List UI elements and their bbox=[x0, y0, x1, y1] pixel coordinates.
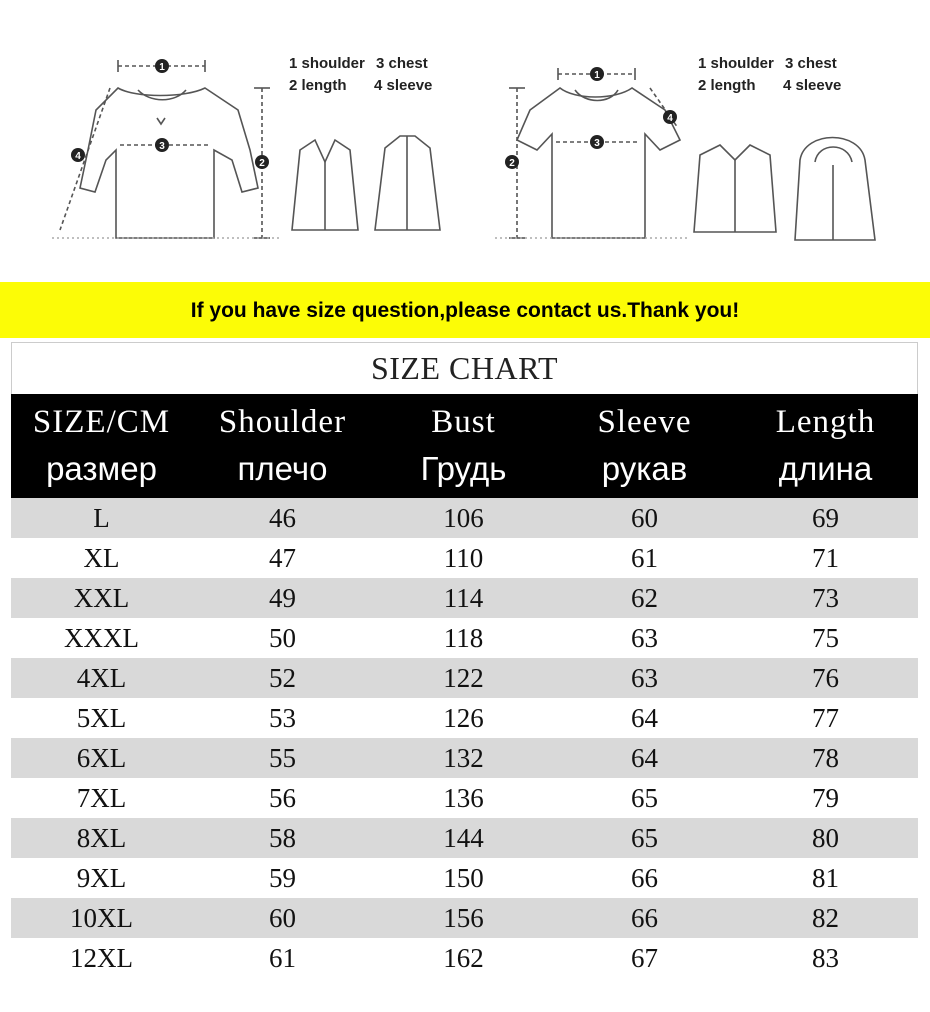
table-header bbox=[11, 394, 918, 498]
cell-shoulder: 58 bbox=[269, 823, 296, 853]
cell-bust: 110 bbox=[443, 543, 484, 573]
cell-sleeve: 64 bbox=[631, 743, 658, 773]
header-bust bbox=[373, 394, 554, 498]
cell-sleeve: 61 bbox=[631, 543, 658, 573]
measurement-diagram bbox=[0, 0, 930, 282]
table-row bbox=[11, 698, 918, 738]
marker-2-right: 2 bbox=[509, 158, 515, 169]
cell-bust: 126 bbox=[443, 703, 484, 733]
cell-bust: 106 bbox=[443, 503, 484, 533]
cell-shoulder: 61 bbox=[269, 943, 296, 973]
cell-size: 6XL bbox=[76, 743, 127, 773]
cell-shoulder: 50 bbox=[269, 623, 296, 653]
cell-length: 79 bbox=[812, 783, 839, 813]
header-shoulder bbox=[192, 394, 373, 498]
marker-1-right: 1 bbox=[594, 70, 600, 81]
cell-sleeve: 65 bbox=[631, 783, 658, 813]
size-chart bbox=[11, 342, 918, 978]
cell-shoulder: 53 bbox=[269, 703, 296, 733]
table-row bbox=[11, 818, 918, 858]
cell-length: 73 bbox=[812, 583, 839, 613]
cell-shoulder: 47 bbox=[269, 543, 296, 573]
cell-size: 10XL bbox=[70, 903, 133, 933]
table-row bbox=[11, 778, 918, 818]
cell-length: 76 bbox=[812, 663, 839, 693]
table-row bbox=[11, 658, 918, 698]
cell-size: 5XL bbox=[76, 703, 127, 733]
header-length-en: Length bbox=[775, 404, 876, 440]
header-size-en: SIZE/CM bbox=[32, 404, 171, 440]
table-row bbox=[11, 858, 918, 898]
cell-bust: 156 bbox=[443, 903, 484, 933]
cell-bust: 144 bbox=[443, 823, 484, 853]
cell-sleeve: 67 bbox=[631, 943, 658, 973]
marker-2-left: 2 bbox=[259, 158, 265, 169]
cell-sleeve: 66 bbox=[631, 863, 658, 893]
cell-shoulder: 56 bbox=[269, 783, 296, 813]
header-sleeve-en: Sleeve bbox=[597, 404, 692, 440]
cell-size: 4XL bbox=[76, 663, 127, 693]
header-sleeve-ru: рукав bbox=[601, 450, 688, 487]
cell-bust: 118 bbox=[443, 623, 484, 653]
table-row bbox=[11, 898, 918, 938]
table-row bbox=[11, 498, 918, 538]
header-bust-en: Bust bbox=[431, 404, 496, 440]
table-row bbox=[11, 738, 918, 778]
cell-sleeve: 66 bbox=[631, 903, 658, 933]
cell-size: 9XL bbox=[76, 863, 127, 893]
marker-4-right: 4 bbox=[667, 113, 673, 124]
header-size bbox=[11, 394, 192, 498]
cell-length: 75 bbox=[812, 623, 839, 653]
header-length-ru: длина bbox=[778, 450, 873, 487]
cell-sleeve: 60 bbox=[631, 503, 658, 533]
legend-left-shoulder: 1 shoulder bbox=[289, 55, 365, 72]
legend-left-length: 2 length bbox=[289, 77, 347, 94]
cell-length: 71 bbox=[812, 543, 839, 573]
cell-length: 77 bbox=[812, 703, 839, 733]
chart-title: SIZE CHART bbox=[11, 342, 918, 394]
table-row bbox=[11, 938, 918, 978]
legend-left-chest: 3 chest bbox=[376, 55, 428, 72]
cell-bust: 132 bbox=[443, 743, 484, 773]
legend-right-chest: 3 chest bbox=[785, 55, 837, 72]
header-shoulder-ru: плечо bbox=[237, 450, 328, 487]
table-row bbox=[11, 538, 918, 578]
cell-length: 80 bbox=[812, 823, 839, 853]
cell-length: 81 bbox=[812, 863, 839, 893]
marker-1-left: 1 bbox=[159, 62, 165, 73]
table-row bbox=[11, 578, 918, 618]
header-bust-ru: Грудь bbox=[420, 450, 507, 487]
cell-sleeve: 65 bbox=[631, 823, 658, 853]
cell-shoulder: 49 bbox=[269, 583, 296, 613]
cell-length: 69 bbox=[812, 503, 839, 533]
garment-illustrations bbox=[0, 0, 930, 282]
cell-size: XXXL bbox=[64, 623, 139, 653]
header-shoulder-en: Shoulder bbox=[218, 404, 347, 440]
legend-right-sleeve: 4 sleeve bbox=[783, 77, 842, 94]
cell-sleeve: 63 bbox=[631, 623, 658, 653]
cell-sleeve: 62 bbox=[631, 583, 658, 613]
cell-length: 82 bbox=[812, 903, 839, 933]
banner-text: If you have size question,please contact us.Thank you! bbox=[190, 299, 740, 322]
legend-right-length: 2 length bbox=[698, 77, 756, 94]
legend-right-shoulder: 1 shoulder bbox=[698, 55, 774, 72]
marker-3-right: 3 bbox=[594, 138, 600, 149]
cell-size: XL bbox=[83, 543, 120, 573]
marker-4-left: 4 bbox=[75, 151, 81, 162]
cell-shoulder: 52 bbox=[269, 663, 296, 693]
cell-bust: 136 bbox=[443, 783, 484, 813]
marker-3-left: 3 bbox=[159, 141, 165, 152]
cell-size: XXL bbox=[73, 583, 130, 613]
cell-size: 7XL bbox=[76, 783, 127, 813]
cell-bust: 122 bbox=[443, 663, 484, 693]
cell-shoulder: 59 bbox=[269, 863, 296, 893]
contact-banner bbox=[0, 282, 930, 338]
cell-sleeve: 64 bbox=[631, 703, 658, 733]
cell-length: 78 bbox=[812, 743, 839, 773]
cell-shoulder: 55 bbox=[269, 743, 296, 773]
cell-bust: 150 bbox=[443, 863, 484, 893]
cell-length: 83 bbox=[812, 943, 839, 973]
table-row bbox=[11, 618, 918, 658]
legend-left-sleeve: 4 sleeve bbox=[374, 77, 433, 94]
cell-bust: 162 bbox=[443, 943, 484, 973]
header-sleeve bbox=[554, 394, 735, 498]
cell-size: L bbox=[93, 503, 110, 533]
cell-shoulder: 46 bbox=[269, 503, 296, 533]
header-length bbox=[735, 394, 916, 498]
cell-bust: 114 bbox=[443, 583, 484, 613]
cell-shoulder: 60 bbox=[269, 903, 296, 933]
cell-size: 8XL bbox=[76, 823, 127, 853]
header-size-ru: размер bbox=[46, 450, 157, 487]
cell-sleeve: 63 bbox=[631, 663, 658, 693]
cell-size: 12XL bbox=[70, 943, 133, 973]
